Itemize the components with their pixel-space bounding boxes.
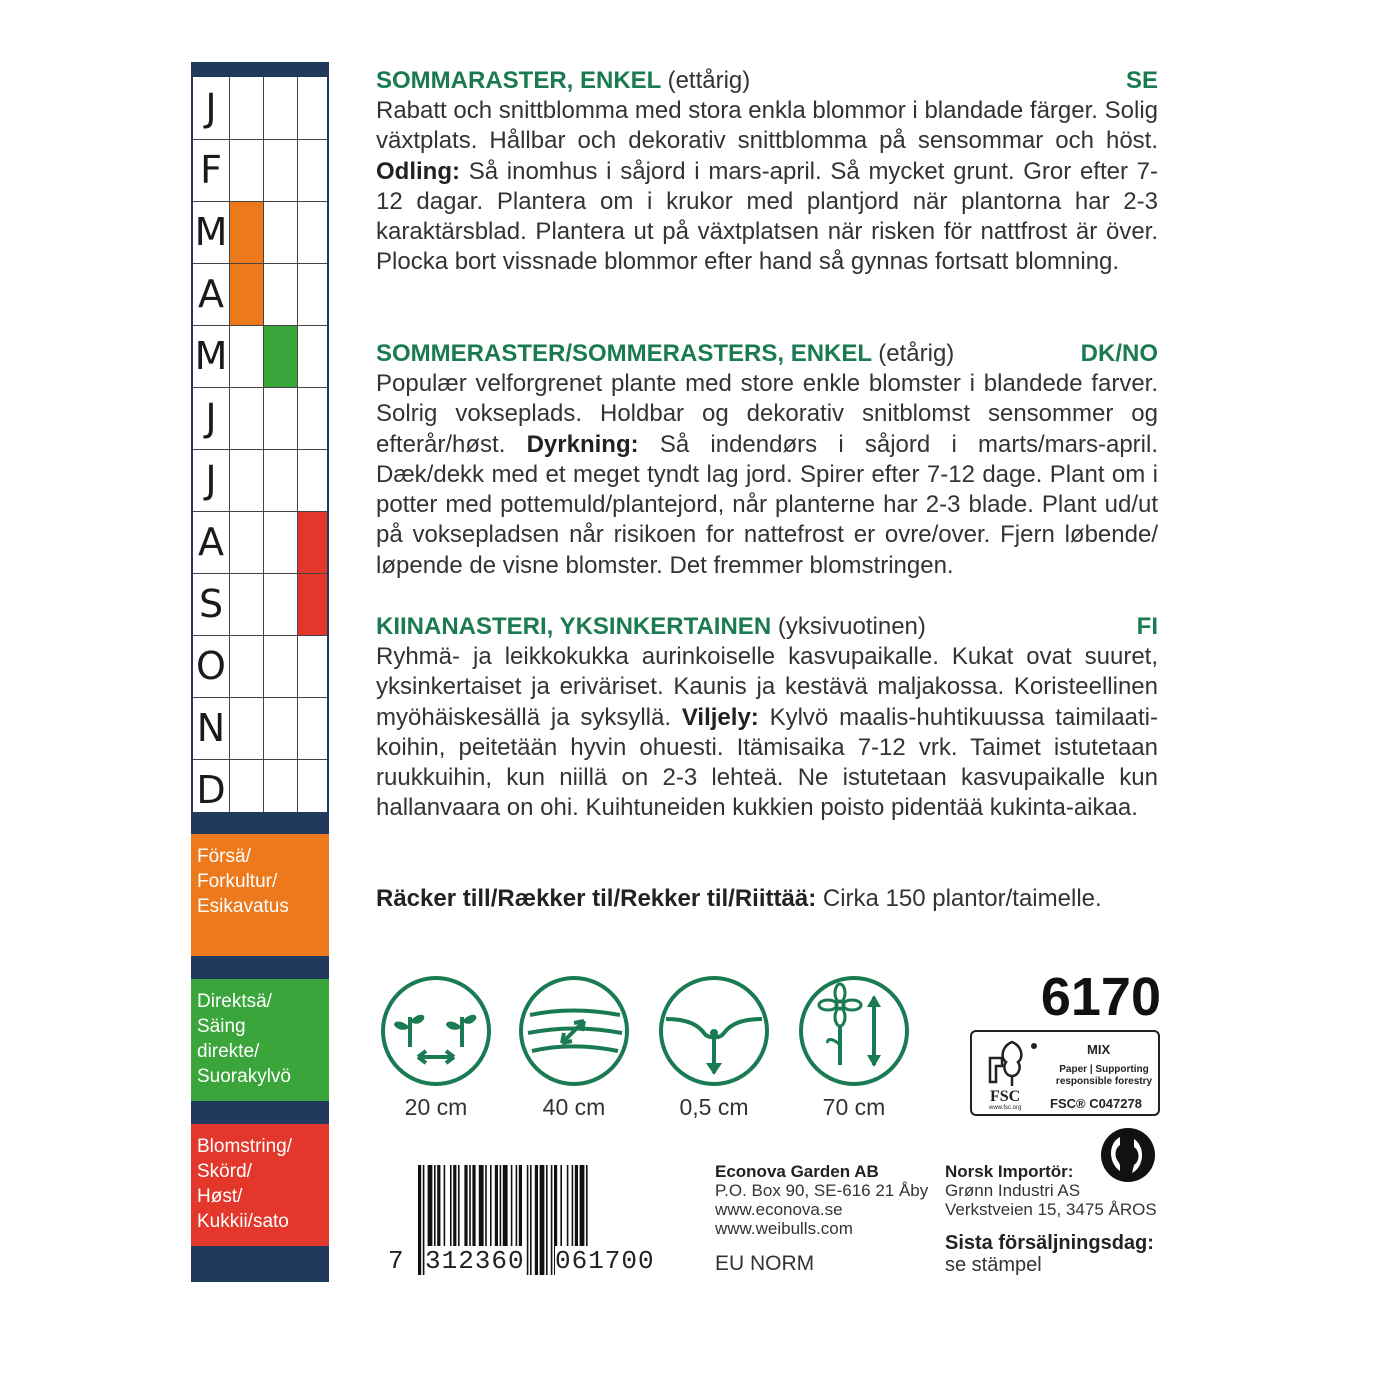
body-label: Odling: <box>376 157 460 185</box>
legend-line: Försä/ <box>197 846 251 867</box>
coverage-value: Cirka 150 plantor/taimelle. <box>822 885 1102 912</box>
legend-line: Kukkii/sato <box>197 1211 289 1232</box>
importer-address: Verkstveien 15, 3475 ÅROS <box>945 1200 1157 1219</box>
month-label: S <box>198 582 224 626</box>
plant-spacing-icon <box>380 975 492 1087</box>
body-text-2: Så inomhus i såjord i mars-april. Så mycket grunt. Gror efter 7-12 dagar. Plantera om i krukor med plantjord när plantorna har 2-3 karaktärsblad. Plantera ut på växtplatsen när risken för nattfrost är över. Plocka bort vissnade blommor efter hand så gynnas fortsatt blomning. <box>376 157 1159 276</box>
importer-name: Grønn Industri AS <box>945 1181 1081 1200</box>
coverage-line <box>376 885 1102 913</box>
language-code: DK/NO <box>1080 340 1158 367</box>
legend-line: Suorakylvö <box>197 1066 291 1087</box>
section-heading <box>376 66 1158 96</box>
presowing-cell <box>229 263 263 325</box>
fsc-website: www.fsc.org <box>989 1105 1022 1111</box>
calendar-row-oct <box>193 635 327 697</box>
language-code: FI <box>1136 613 1158 640</box>
calendar-row-jan <box>193 77 327 139</box>
fsc-mix: MIX <box>1087 1042 1111 1057</box>
calendar-row-feb <box>193 139 327 201</box>
grid-line <box>193 325 327 326</box>
barcode-bar <box>535 1165 538 1275</box>
grid-line <box>229 77 230 812</box>
section-body <box>376 369 1158 581</box>
importer-info <box>945 1162 1157 1219</box>
row-spacing-icon <box>518 975 630 1087</box>
section-se <box>376 66 1158 278</box>
sowing-depth-icon <box>658 975 770 1087</box>
calendar-row-dec <box>193 759 327 821</box>
month-label: A <box>198 520 224 564</box>
fsc-paper-text: Paper | Supporting responsible forestry <box>1055 1064 1153 1087</box>
grid-line <box>263 77 264 812</box>
sowing-calendar <box>191 62 329 1282</box>
month-label: J <box>205 458 217 502</box>
legend-presowing <box>191 834 329 956</box>
month-label: M <box>194 210 228 254</box>
body-text-1: Ryhmä- ja leikkokukka aurinkoiselle kasvupaikalle. Kukat ovat suuret, yksinkertaiset ja eriväriset. Kaunis ja kestävä maljakossa. Koristeellinen myöhäiskesällä ja syksyllä. <box>376 643 1158 731</box>
legend-line: Høst/ <box>197 1186 243 1207</box>
section-subtitle: (etårig) <box>878 340 955 367</box>
calendar-row-mar <box>193 201 327 263</box>
legend-line: Säing <box>197 1016 246 1037</box>
grid-line <box>297 77 298 812</box>
section-heading <box>376 612 1158 642</box>
calendar-row-jul <box>193 449 327 511</box>
barcode-bar <box>546 1165 548 1275</box>
barcode-group-1: 312360 <box>425 1246 525 1276</box>
month-label: N <box>196 706 226 750</box>
legend-line: direkte/ <box>197 1041 260 1062</box>
eu-norm: EU NORM <box>715 1252 815 1275</box>
direct-sowing-cell <box>263 325 297 387</box>
barcode-group-2: 061700 <box>555 1246 655 1276</box>
plant-spacing-label: 20 cm <box>404 1094 468 1120</box>
plant-height-label: 70 cm <box>822 1094 886 1120</box>
company-address: P.O. Box 90, SE-616 21 Åby <box>715 1181 929 1200</box>
last-sales-date <box>945 1232 1154 1276</box>
grid-line <box>193 697 327 698</box>
legend-direct-sowing <box>191 979 329 1101</box>
barcode-first-digit: 7 <box>388 1246 404 1276</box>
month-label: M <box>194 334 228 378</box>
company-info <box>715 1162 928 1238</box>
legend-line: Esikavatus <box>197 896 289 917</box>
legend-line: Skörd/ <box>197 1161 252 1182</box>
language-code: SE <box>1125 67 1158 94</box>
flowering-cell <box>297 573 327 635</box>
section-title: KIINANASTERI, YKSINKERTAINEN <box>376 613 772 640</box>
plant-height-icon <box>798 975 910 1087</box>
fsc-label <box>970 1030 1160 1116</box>
grid-line <box>193 387 327 388</box>
fsc-code: FSC® C047278 <box>1050 1096 1142 1111</box>
grid-line <box>193 511 327 512</box>
calendar-row-nov <box>193 697 327 759</box>
section-body <box>376 96 1158 278</box>
legend-flowering <box>191 1124 329 1246</box>
month-label: A <box>198 272 224 316</box>
calendar-row-apr <box>193 263 327 325</box>
grid-line <box>193 449 327 450</box>
body-text-2: Så indendørs i såjord i marts/mars-april. Dæk/dekk med et meget tyndt lag jord. Spirer efter 7-12 dage. Plant om i potter med pottemuld/plantejord, når planterne har 2-3 blade. Plant ud/ut på voksepladsen når risikoen for nattefrost er ovre/over. Fjern løbende/ løpende de visne blomster. Det fremmer blomstringen. <box>376 430 1159 579</box>
product-number: 6170 <box>1040 967 1161 1027</box>
section-title: SOMMERASTER/SOMMERASTERS, ENKEL <box>376 340 872 367</box>
fsc-tree-icon <box>982 1038 1042 1088</box>
barcode-bar <box>527 1165 529 1275</box>
barcode-bar <box>418 1165 421 1275</box>
company-name: Econova Garden AB <box>715 1162 879 1181</box>
calendar-row-may <box>193 325 327 387</box>
sales-date-label: Sista försäljningsdag: <box>945 1232 1154 1254</box>
grid-line <box>193 635 327 636</box>
importer-label: Norsk Importör: <box>945 1162 1074 1181</box>
body-label: Viljely: <box>681 703 759 731</box>
fsc-logo-text: FSC <box>990 1088 1021 1105</box>
month-label: F <box>200 148 222 192</box>
legend-line: Forkultur/ <box>197 871 278 892</box>
section-dk-no <box>376 339 1158 581</box>
section-fi <box>376 612 1158 824</box>
section-subtitle: (yksivuotinen) <box>777 613 926 640</box>
grid-line <box>193 139 327 140</box>
body-text-1: Populær velforgrenet plante med store enkle blomster i blandede farver. Solrig vokseplads. Holdbar og dekorativ snitblomst sensommer og efterår/høst. <box>376 370 1158 458</box>
grid-line <box>193 759 327 760</box>
month-label: J <box>205 86 217 130</box>
body-text-1: Rabatt och snittblomma med stora enkla blommor i blandade färger. Solig växtplats. Hållbar och dekorativ snittblomma på sensommar och höst. <box>376 97 1158 155</box>
calendar-row-jun <box>193 387 327 449</box>
barcode-bar <box>530 1165 532 1275</box>
grid-line <box>193 263 327 264</box>
calendar-row-sep <box>193 573 327 635</box>
barcode-bar <box>551 1165 553 1275</box>
month-label: J <box>205 396 217 440</box>
calendar-row-aug <box>193 511 327 573</box>
flowering-cell <box>297 511 327 573</box>
legend-line: Blomstring/ <box>197 1136 293 1157</box>
grid-line <box>193 201 327 202</box>
company-website-2: www.weibulls.com <box>715 1219 853 1238</box>
section-heading <box>376 339 1158 369</box>
legend-line: Direktsä/ <box>197 991 272 1012</box>
body-text-2: Kylvö maalis-huhtikuussa taimilaatikoihin, peitetään hyvin ohuesti. Itämisaika 7-12 vrk. Taimet istutetaan ruukkuihin, kun niillä on 2-3 lehteä. Ne istutetaan kasvupaikalle kun hallanvaara on ohi. Kuihtuneiden kukkien poisto pidentää kukinta-aikaa. <box>376 703 1159 822</box>
barcode-bar <box>540 1165 545 1275</box>
section-title: SOMMARASTER, ENKEL <box>376 67 661 94</box>
company-website-1: www.econova.se <box>715 1200 843 1219</box>
coverage-label: Räcker till/Rækker til/Rekker til/Riittää: <box>376 885 817 912</box>
sowing-depth-label: 0,5 cm <box>679 1094 749 1120</box>
month-label: D <box>196 768 226 812</box>
row-spacing-label: 40 cm <box>542 1094 606 1120</box>
presowing-cell <box>229 201 263 263</box>
section-subtitle: (ettårig) <box>667 67 751 94</box>
section-body <box>376 642 1158 824</box>
month-label: O <box>196 644 226 688</box>
sales-date-value: se stämpel <box>945 1254 1042 1276</box>
grid-line <box>193 573 327 574</box>
body-label: Dyrkning: <box>526 430 639 458</box>
calendar-grid <box>193 77 327 812</box>
